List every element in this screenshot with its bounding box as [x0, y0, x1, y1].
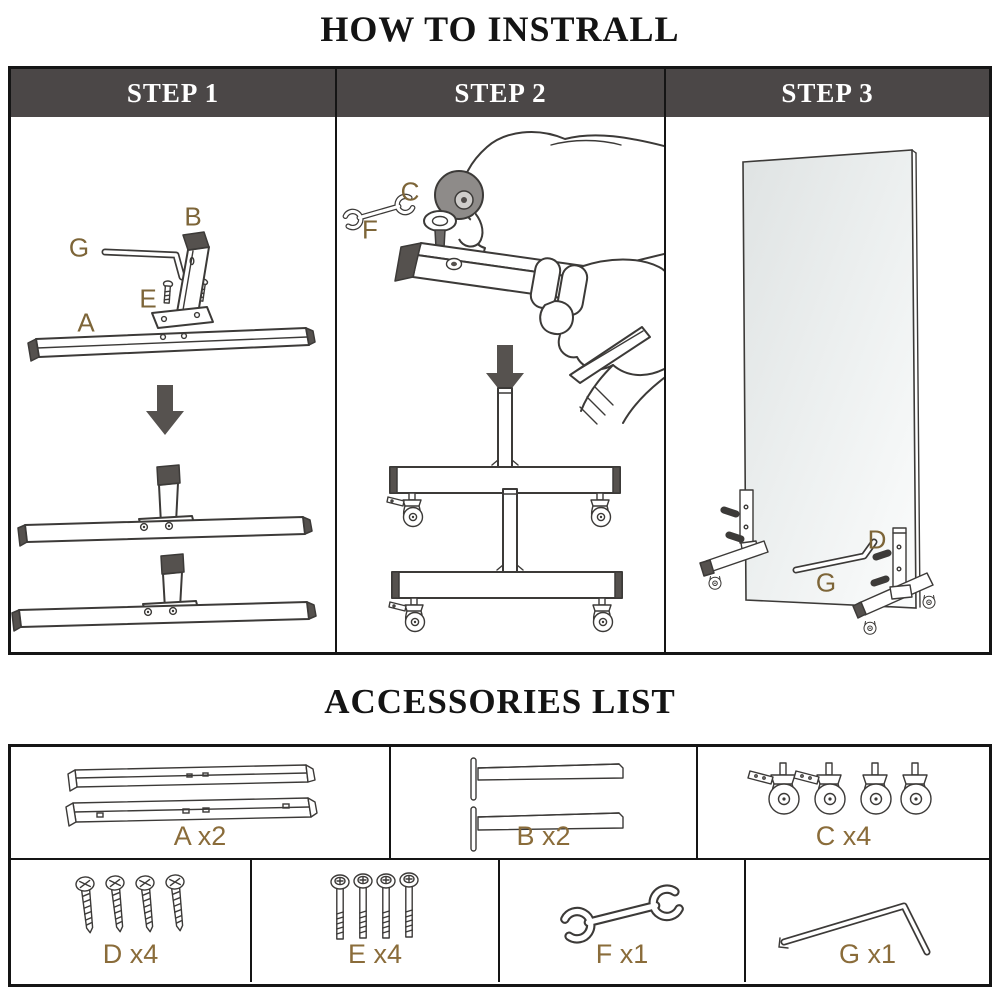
step1-header	[11, 69, 335, 117]
caster-icon	[748, 763, 799, 814]
bolt-icon	[162, 281, 173, 304]
hand-icon	[529, 256, 664, 424]
wheeled-leg-icon	[389, 489, 622, 632]
screw-icon	[75, 876, 99, 934]
step3-panel	[666, 69, 989, 652]
step1-panel	[11, 69, 335, 652]
part-label-B: B	[184, 201, 202, 232]
assembled-leg-icon	[18, 465, 312, 546]
step3-title: STEP 3	[781, 77, 874, 108]
caster-icon	[794, 763, 845, 814]
part-label-C: C	[400, 176, 420, 207]
accessory-cell-E	[250, 860, 498, 982]
accessory-label-G: G x1	[838, 939, 897, 969]
accessory-cell-C	[696, 747, 989, 858]
accessory-label-E: E x4	[347, 939, 403, 969]
accessory-label-F: F x1	[595, 939, 649, 969]
accessory-label-C: C x4	[815, 821, 872, 851]
accessories-panel	[8, 744, 992, 987]
part-label-G: G	[68, 232, 90, 263]
screw-icon	[720, 507, 741, 539]
accessory-cell-A	[11, 747, 389, 858]
screw-icon	[105, 875, 129, 933]
part-label-E: E	[139, 283, 157, 314]
screw-icon	[165, 874, 189, 932]
accessory-label-D: D x4	[102, 939, 159, 969]
accessory-cell-G	[744, 860, 989, 982]
step1-illustration	[11, 117, 335, 652]
accessory-cell-B	[389, 747, 696, 858]
accessories-row-2	[11, 860, 989, 982]
accessories-row-1	[11, 747, 989, 860]
caster-icon	[861, 763, 891, 814]
bolt-icon	[377, 874, 395, 938]
screw-icon	[135, 875, 159, 933]
caster-icon	[424, 171, 483, 248]
step2-header	[337, 69, 664, 117]
accessories-title: ACCESSORIES LIST	[324, 682, 676, 721]
part-label-A: A	[77, 307, 95, 338]
step3-header	[666, 69, 989, 117]
bolt-icon	[400, 873, 418, 937]
bolt-icon	[331, 875, 349, 939]
caster-icon	[901, 763, 931, 814]
down-arrow-icon	[146, 385, 184, 435]
page-title: HOW TO INSTRALL	[320, 9, 680, 49]
allen-key-icon	[105, 252, 182, 277]
part-label-G2: G	[815, 567, 837, 598]
accessory-cell-F	[498, 860, 744, 982]
step2-content	[337, 117, 664, 652]
part-label-F: F	[362, 214, 378, 245]
step2-title: STEP 2	[454, 77, 547, 108]
step3-content	[666, 117, 989, 652]
step2-panel	[335, 69, 666, 652]
steps-panel	[8, 66, 992, 655]
accessory-cell-D	[11, 860, 250, 982]
assembled-leg-icon	[12, 554, 316, 631]
accessory-label-A: A x2	[173, 821, 227, 851]
part-label-D: D	[867, 524, 887, 555]
step1-content	[11, 117, 335, 652]
step1-title: STEP 1	[126, 77, 220, 108]
bolt-icon	[354, 874, 372, 938]
bracket-icon	[152, 232, 213, 328]
accessory-label-B: B x2	[516, 821, 571, 851]
crossbar-icon	[28, 328, 315, 361]
step2-illustration	[337, 117, 664, 652]
